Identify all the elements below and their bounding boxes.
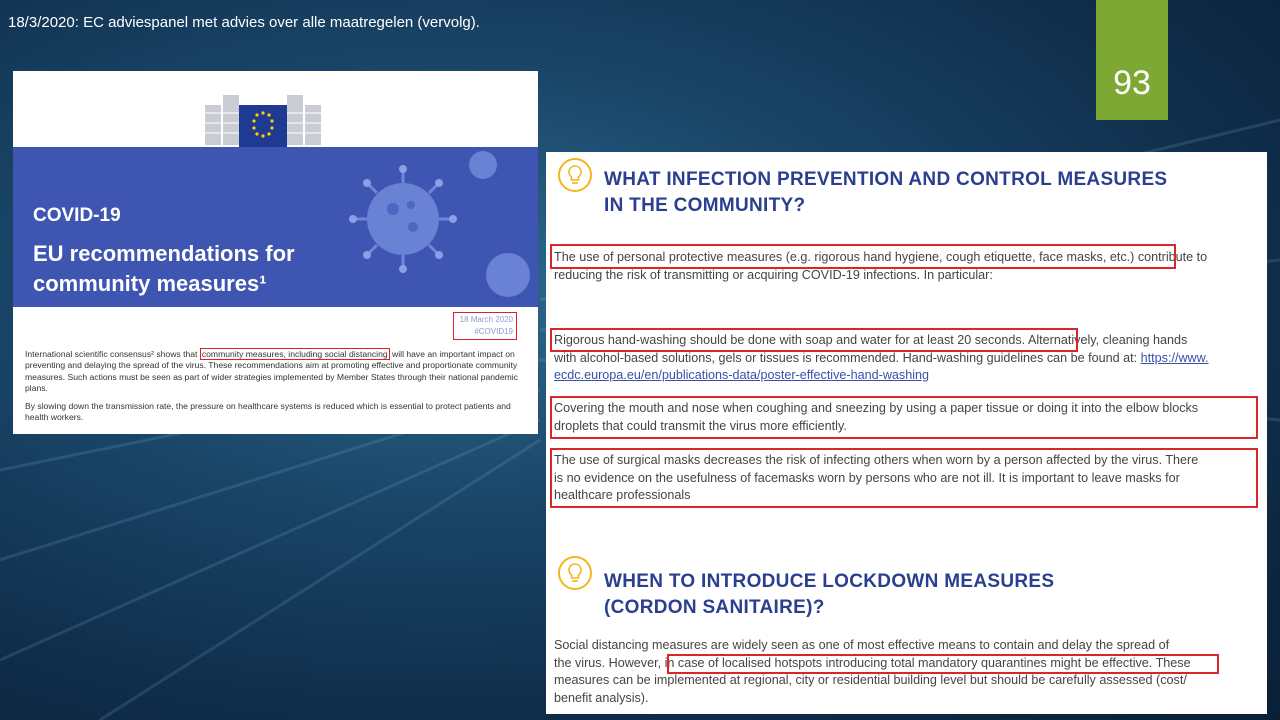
handwashing-paragraph: Rigorous hand-washing should be done with soap and water for at least 20 seconds. Alternatively, cleaning hands with alcohol-based solutions, gels or tissues is recommended. Hand-washing guidelines can be found at: https://www. ecdc.europa.eu/en/publications-data/poster-effective-hand-washing	[554, 333, 1209, 382]
highlight-social-distancing: community measures, including social distancing	[201, 349, 388, 359]
intro-paragraph: The use of personal protective measures (e.g. rigorous hand hygiene, cough etiquette, face masks, etc.) contribute to reducing the risk of transmitting or acquiring COVID-19 infections. In particular:	[554, 250, 1208, 282]
heading-lockdown-measures: WHEN TO INTRODUCE LOCKDOWN MEASURES (CORDON SANITAIRE)?	[604, 571, 1055, 618]
lightbulb-icon	[558, 158, 592, 192]
left-paragraph-1: International scientific consensus² shows that community measures, including social distancing will have an important impact on preventing and delaying the spread of the virus. These recommendations aim at promoting effective and proportionate community measures. Such actions must be seen as part of wider strategies implemented by Member States through their national pandemic plans.	[25, 349, 518, 394]
ecdc-link-part-2[interactable]: ecdc.europa.eu/en/publications-data/poster-effective-hand-washing	[554, 368, 930, 382]
ecdc-link-part-1[interactable]: https://www.	[1140, 350, 1209, 365]
surgical-masks-paragraph: The use of surgical masks decreases the risk of infecting others when worn by a person affected by the virus. There is no evidence on the usefulness of facemasks worn by persons who are not ill. It is important to leave masks for healthcare professionals	[554, 453, 1199, 502]
highlight-protective-measures	[550, 244, 1176, 269]
social-distancing-paragraph: Social distancing measures are widely seen as one of most effective means to contain and delay the spread of the virus. However, in case of localised hotspots introducing total mandatory quarantines might be effective. These measures can be implemented at regional, city or residential building level but should be carefully assessed (cost/ benefit analysis).	[554, 638, 1191, 705]
highlight-covering-mouth	[550, 396, 1258, 439]
slide-title: 18/3/2020: EC adviespanel met advies over alle maatregelen (vervolg).	[8, 14, 480, 31]
highlight-handwashing	[550, 328, 1078, 352]
heading-infection-prevention: WHAT INFECTION PREVENTION AND CONTROL MEASURES IN THE COMMUNITY?	[604, 169, 1168, 216]
date-tag	[453, 312, 517, 340]
eu-flag-icon	[239, 105, 287, 147]
page-number: 93	[1113, 64, 1151, 102]
highlight-quarantines	[667, 654, 1219, 674]
virus-illustration	[333, 147, 538, 307]
lightbulb-icon	[558, 556, 592, 590]
highlight-surgical-masks	[550, 448, 1258, 508]
date-text: 18 March 2020	[459, 315, 513, 324]
page-number-badge	[1096, 0, 1168, 120]
ec-document-thumbnail	[13, 71, 538, 434]
banner-subtitle: EU recommendations for community measures¹	[33, 241, 295, 296]
left-paragraph-2: By slowing down the transmission rate, the pressure on healthcare systems is reduced which is essential to protect patients and health workers.	[25, 400, 511, 423]
ecdc-guidance-excerpt	[546, 152, 1267, 714]
left-body-text	[25, 349, 520, 429]
covering-mouth-paragraph: Covering the mouth and nose when coughing and sneezing by using a paper tissue or doing it into the elbow blocks droplets that could transmit the virus more efficiently.	[554, 401, 1199, 433]
hashtag-text: #COVID19	[474, 327, 513, 336]
banner-heading: COVID-19	[33, 205, 121, 226]
covid-banner	[13, 147, 538, 307]
